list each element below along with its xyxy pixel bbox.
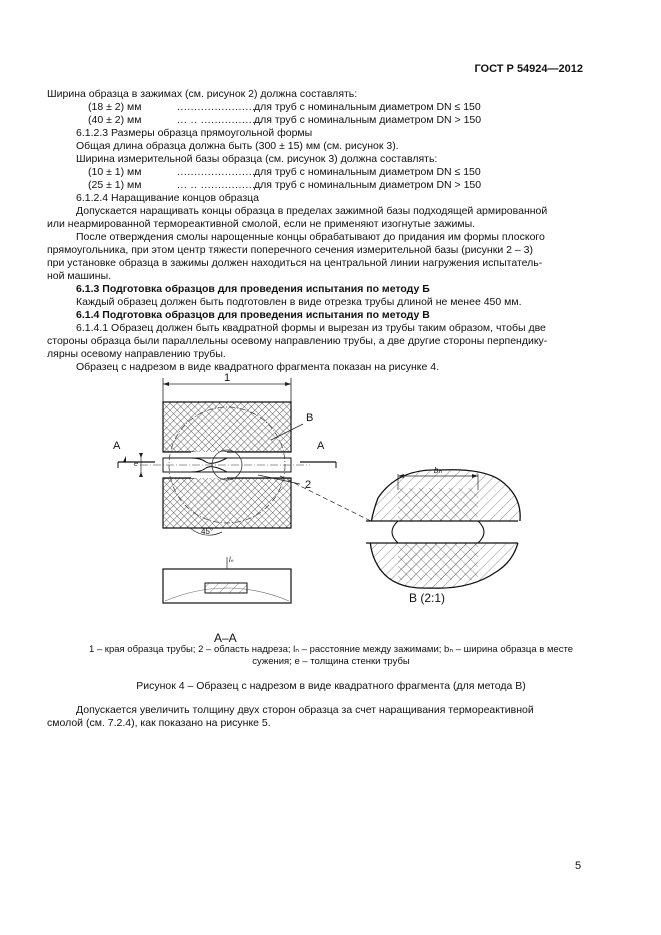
gauge-row-2-condition: для труб с номинальным диаметром DN > 150 [254,179,482,191]
width-row-2-condition: для труб с номинальным диаметром DN > 150 [254,114,482,126]
build-paragraph-line-1: Допускается наращивать концы образца в пределах зажимной базы подходящей армированной [76,205,548,217]
cure-paragraph-line-1: После отверждения смолы нарощенные концы обрабатывают до придания им формы плоского [76,231,545,243]
notch-sample-text: Образец с надрезом в виде квадратного фрагмента показан на рисунке 4. [76,361,440,373]
gauge-row-2-dots: ... .. .................. [177,179,263,191]
cure-paragraph-line-4: ной машины. [47,270,112,282]
figure-label-2: 2 [305,479,312,491]
figure-legend-line-2: сужения; e – толщина стенки трубы [252,656,410,667]
detail-view-title: В (2:1) [409,591,446,605]
angle-label: 45° [201,527,214,536]
thickness-label-e: e [134,461,138,468]
gauge-intro: Ширина измерительной базы образца (см. рисунок 3) должна составлять: [76,153,438,165]
section-6-1-4: 6.1.4 Подготовка образцов для проведения испытания по методу В [76,309,430,321]
detail-label-bn: bₙ [434,466,442,475]
width-row-1-value: (18 ± 2) мм [88,101,142,113]
detail-b-view [360,465,525,595]
figure-label-1: 1 [224,372,231,384]
sample-plan-view [118,378,387,535]
width-row-1-dots: ........................ [177,101,260,113]
figure-caption: Рисунок 4 – Образец с надрезом в виде квадратного фрагмента (для метода В) [136,680,526,692]
gauge-row-1-condition: для труб с номинальным диаметром DN ≤ 150 [254,166,481,178]
figure-legend-line-1: 1 – края образца трубы; 2 – область надреза; lₙ – расстояние между зажимами; bₙ – ширина образца в месте [88,644,574,655]
closing-line-1: Допускается увеличить толщину двух сторон образца за счет наращивания термореактивной [76,704,534,716]
section-6-1-2-4: 6.1.2.4 Наращивание концов образца [76,192,260,204]
total-length-text: Общая длина образца должна быть (300 ± 15) мм (см. рисунок 3). [76,140,399,152]
width-intro: Ширина образца в зажимах (см. рисунок 2) должна составлять: [47,88,358,100]
section-a-a-view [163,557,291,603]
width-row-2-dots: ... .. .................. [177,114,263,126]
page-number: 5 [575,860,582,872]
document-standard-number: ГОСТ Р 54924—2012 [474,63,583,75]
section-6-1-3: 6.1.3 Подготовка образцов для проведения испытания по методу Б [76,283,430,295]
section-6-1-4-1-line-1: 6.1.4.1 Образец должен быть квадратной формы и вырезан из трубы таким образом, чтобы две [76,322,546,334]
section-mark-a-right: А [317,440,325,452]
closing-line-2: смолой (см. 7.2.4), как показано на рисунке 5. [47,717,271,729]
gauge-row-1-dots: ........................ [177,166,260,178]
build-paragraph-line-2: или неармированной термореактивной смолой, если не применяют изогнутые зажимы. [47,218,476,230]
width-row-2-value: (40 ± 2) мм [88,114,142,126]
gauge-row-2-value: (25 ± 1) мм [88,179,142,191]
gauge-row-1-value: (10 ± 1) мм [88,166,142,178]
section-6-1-4-1-line-2: стороны образца были параллельны осевому направлению трубы, а две другие стороны перпендику- [47,335,548,347]
section-view-title: А–А [214,631,237,645]
cure-paragraph-line-2: прямоугольника, при этом центр тяжести поперечного сечения измерительной базы (рисунки 2 – 3) [47,244,533,256]
section-6-1-2-3: 6.1.2.3 Размеры образца прямоугольной формы [76,127,313,139]
width-row-1-condition: для труб с номинальным диаметром DN ≤ 150 [254,101,481,113]
method-b-text: Каждый образец должен быть подготовлен в виде отрезка трубы длиной не менее 450 мм. [76,296,522,308]
section-mark-a-left: А [113,440,121,452]
figure-label-b: В [306,412,314,424]
section-label-ln: lₙ [229,557,234,564]
section-6-1-4-1-line-3: лярны осевому направлению трубы. [47,348,226,360]
cure-paragraph-line-3: при установке образца в зажимы должен находиться на центральной линии нагружения испытатель- [47,257,543,269]
